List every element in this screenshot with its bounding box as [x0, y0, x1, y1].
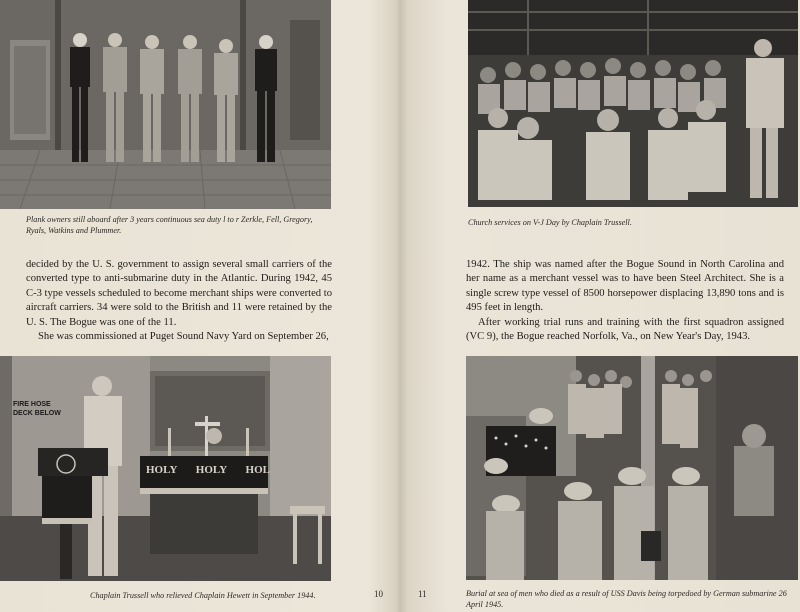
chaplain-caption: Chaplain Trussell who relieved Chaplain Hewett in September 1944.: [90, 591, 316, 600]
fire-hose-sign: [13, 400, 61, 418]
right-page: [402, 0, 800, 612]
right-page-body: [466, 258, 784, 344]
vj-day-service-photo: [468, 0, 798, 207]
altar-word-1: HOLY: [146, 464, 178, 476]
page-number-left: 10: [374, 589, 383, 599]
left-page: [0, 0, 398, 612]
vj-day-caption: Church services on V-J Day by Chaplain Trussell.: [468, 218, 632, 227]
altar-cloth-lettering: [146, 464, 270, 476]
plank-owners-caption: Plank owners still aboard after 3 years continuous sea duty l to r Zerkle, Fell, Gregory, Ryals, Watkins and Plummer.: [26, 215, 313, 235]
burial-caption: Burial at sea of men who died as a result of USS Davis being torpedoed by German submarine 26 April 1945.: [466, 589, 787, 609]
right-paragraph-2: After working trial runs and training with the first squadron assigned (VC 9), the Bogue reached Norfolk, Va., on New Year's Day, 1943.: [466, 316, 784, 343]
left-page-body: [26, 258, 332, 344]
burial-at-sea-photo: [466, 356, 798, 580]
left-paragraph-2: She was commissioned at Puget Sound Navy Yard on September 26,: [38, 331, 329, 343]
sign-line-2: DECK BELOW: [13, 410, 61, 417]
chaplain-trussell-photo: [0, 356, 331, 581]
left-paragraph-1: decided by the U. S. government to assign several small carriers of the converted type to anti-submarine duty in the Atlantic. During 1942, 45 C-3 type vessels scheduled to become merchant ships were converted to aircraft carriers. 34 were sold to the British and 11 were retained by the U. S. The Bogue was one of the 11.: [26, 259, 332, 328]
right-paragraph-1: 1942. The ship was named after the Bogue Sound in North Carolina and her name as a merchant vessel was to have been Steel Architect. She is a single screw type vessel of 8500 horsepower displacing 13,890 tons and is 495 feet in length.: [466, 259, 784, 314]
altar-word-3: HOL: [245, 464, 270, 476]
sign-line-1: FIRE HOSE: [13, 401, 51, 408]
altar-word-2: HOLY: [195, 464, 228, 476]
page-number-right: 11: [418, 589, 427, 599]
plank-owners-photo: [0, 0, 331, 209]
